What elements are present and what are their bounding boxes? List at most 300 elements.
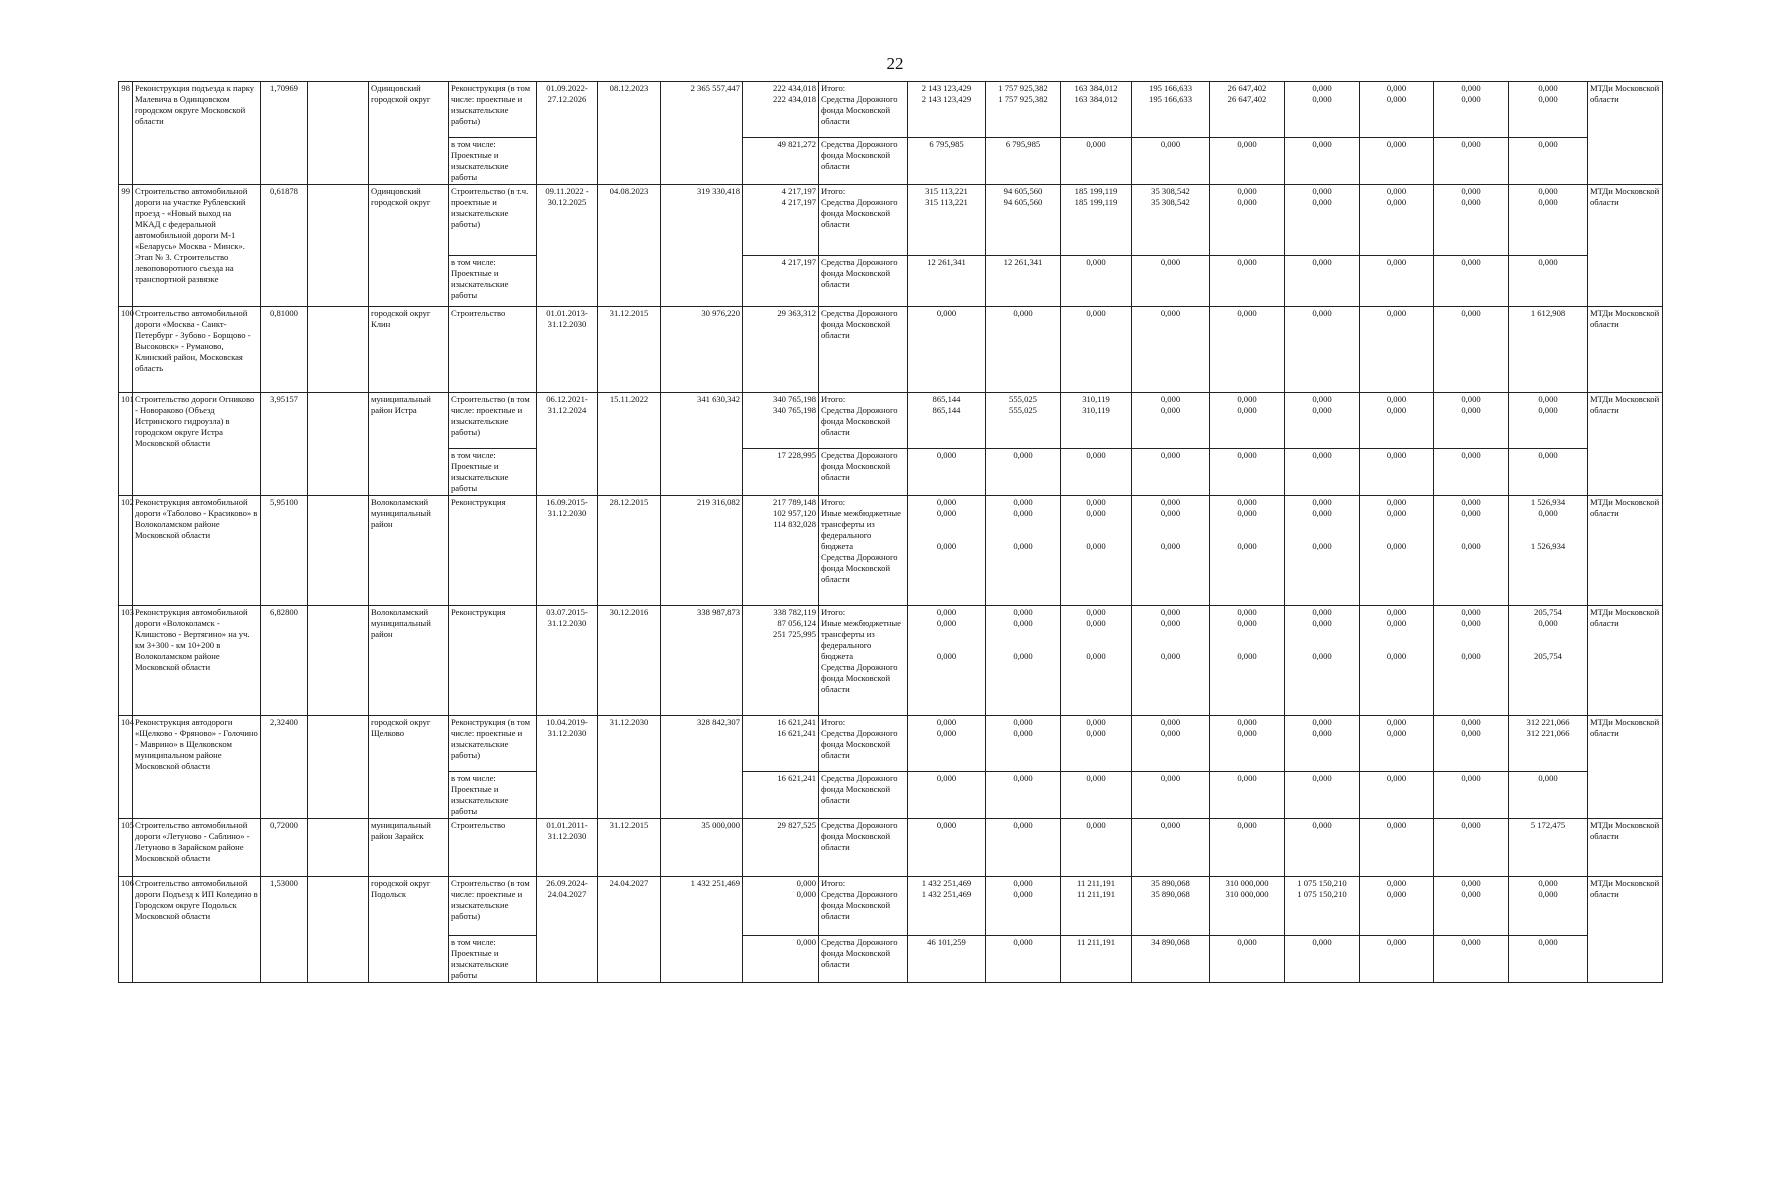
financed-value: 16 621,241: [777, 728, 816, 738]
financed-value: 16 621,241: [777, 717, 816, 727]
year-value-cell: [1210, 393, 1285, 449]
year-value: 35 308,542: [1151, 186, 1190, 196]
year-value: 865,144: [932, 394, 961, 404]
funding-source-label: Иные межбюджетные трансферты из федерального бюджета: [821, 508, 901, 551]
year-value-cell: [1132, 256, 1210, 307]
year-value: 0,000: [1013, 889, 1033, 899]
year-value: 0,000: [1312, 508, 1332, 518]
year-value: 0,000: [1312, 728, 1332, 738]
financed-value: 338 782,119: [773, 607, 816, 617]
year-value: 0,000: [1237, 450, 1257, 460]
row-number: 98: [119, 82, 133, 185]
funding-source-label: Средства Дорожного фонда Московской области: [821, 728, 898, 760]
year-value: 0,000: [1086, 139, 1106, 149]
year-value: 0,000: [1312, 651, 1332, 661]
year-value: 1 432 251,469: [921, 878, 972, 888]
year-value: 0,000: [1160, 257, 1181, 267]
year-value: 0,000: [1013, 497, 1033, 507]
funding-source-label: Средства Дорожного фонда Московской области: [821, 820, 898, 852]
year-value: 315 113,221: [925, 186, 968, 196]
financed-value: 87 056,124: [777, 618, 816, 628]
year-value-cell: [986, 877, 1061, 936]
road-length: 5,95100: [261, 496, 308, 606]
year-value: 0,000: [1013, 450, 1033, 460]
spacer: [1436, 519, 1506, 530]
funding-source: [819, 449, 908, 496]
year-value: 0,000: [1386, 308, 1407, 318]
year-value-cell: [908, 606, 986, 716]
year-value-cell: [1210, 772, 1285, 819]
year-value: 0,000: [1461, 83, 1481, 93]
municipality: городской округ Клин: [369, 307, 449, 393]
year-value: 6 795,985: [929, 139, 964, 149]
total-cost: 30 976,220: [661, 307, 743, 393]
object-name: Строительство автомобильной дороги Подъезд к ИП Коледино в Городском округе Подольск Московской области: [133, 877, 261, 983]
work-type: в том числе: Проектные и изыскательские работы: [449, 138, 537, 185]
financed-value: 17 228,995: [777, 450, 816, 460]
year-value: 0,000: [936, 717, 957, 727]
total-cost: 1 432 251,469: [661, 877, 743, 983]
year-value-cell: [1434, 936, 1509, 983]
year-value: 0,000: [1237, 197, 1257, 207]
year-value: 35 308,542: [1151, 197, 1190, 207]
row-number: 106: [119, 877, 133, 983]
object-name: Реконструкция автодороги «Щелково - Фряново» - Голочино - Маврино» в Щелковском муниципальном районе Московской области: [133, 716, 261, 819]
spacer: [910, 519, 983, 530]
row-number: 100: [119, 307, 133, 393]
funding-source: [819, 936, 908, 983]
table-row: [119, 307, 1663, 393]
year-value: 0,000: [1386, 257, 1407, 267]
year-value-cell: [1061, 819, 1132, 877]
year-value: 0,000: [1386, 94, 1407, 104]
year-value-cell: [908, 716, 986, 772]
year-value-cell: [986, 138, 1061, 185]
year-value-cell: [1509, 449, 1588, 496]
year-value-cell: [1061, 82, 1132, 138]
year-value: 0,000: [1386, 773, 1407, 783]
year-value-cell: [1509, 772, 1588, 819]
work-type: Реконструкция: [449, 496, 537, 606]
year-value-cell: [1061, 256, 1132, 307]
year-value-cell: [908, 138, 986, 185]
year-value: 0,000: [936, 618, 957, 628]
object-name: Реконструкция автомобильной дороги «Таболово - Красиково» в Волоколамском районе Московской области: [133, 496, 261, 606]
year-value: 0,000: [1386, 618, 1407, 628]
financed-value: 0,000: [796, 878, 816, 888]
year-value: 0,000: [1237, 508, 1257, 518]
funding-source-label: Средства Дорожного фонда Московской области: [821, 94, 898, 126]
funding-source-label: Средства Дорожного фонда Московской области: [821, 662, 898, 694]
year-value-cell: [986, 82, 1061, 138]
year-value: 0,000: [1312, 405, 1332, 415]
year-value-cell: [1061, 185, 1132, 256]
year-value: 0,000: [1312, 773, 1332, 783]
year-value: 0,000: [1237, 651, 1257, 661]
year-value: 0,000: [1312, 308, 1332, 318]
work-dates: 01.01.2011-31.12.2030: [537, 819, 598, 877]
completion-date: 31.12.2015: [598, 307, 661, 393]
year-value: 0,000: [1237, 394, 1257, 404]
spacer: [1063, 629, 1129, 640]
year-value-cell: [1434, 772, 1509, 819]
spacer: [1212, 629, 1282, 640]
year-value: 0,000: [1386, 197, 1407, 207]
year-value: 2 143 123,429: [921, 94, 972, 104]
year-value-cell: [1285, 185, 1360, 256]
financed-value: 0,000: [796, 937, 816, 947]
municipality: городской округ Щелково: [369, 716, 449, 819]
year-value: 0,000: [1237, 607, 1257, 617]
year-value: 0,000: [1312, 94, 1332, 104]
work-type: Строительство: [449, 819, 537, 877]
year-value: 0,000: [1538, 197, 1558, 207]
year-value: 0,000: [1086, 607, 1106, 617]
municipality: городской округ Подольск: [369, 877, 449, 983]
year-value: 0,000: [1461, 728, 1481, 738]
year-value: 0,000: [1086, 717, 1106, 727]
year-value-cell: [1132, 185, 1210, 256]
year-value-cell: [908, 393, 986, 449]
extra-cell: [308, 877, 369, 983]
spacer: [910, 530, 983, 541]
year-value-cell: [1061, 307, 1132, 393]
year-value: 0,000: [1538, 508, 1558, 518]
year-value: 0,000: [1461, 508, 1481, 518]
year-value: 0,000: [1086, 773, 1106, 783]
year-value: 310 000,000: [1225, 889, 1269, 899]
year-value: 0,000: [936, 651, 957, 661]
year-value: 0,000: [1013, 308, 1033, 318]
year-value: 1 432 251,469: [921, 889, 972, 899]
municipality: муниципальный район Истра: [369, 393, 449, 496]
completion-date: 30.12.2016: [598, 606, 661, 716]
total-cost: 319 330,418: [661, 185, 743, 307]
spacer: [988, 519, 1058, 530]
year-value: 2 143 123,429: [921, 83, 972, 93]
spacer: [1511, 629, 1585, 640]
financed-amount: [743, 772, 819, 819]
year-value: 12 261,341: [927, 257, 966, 267]
year-value: 0,000: [1386, 651, 1407, 661]
spacer: [1362, 640, 1431, 651]
funding-source-label: Итого:: [821, 717, 846, 727]
spacer: [1287, 530, 1357, 541]
year-value: 0,000: [1461, 773, 1481, 783]
funding-source-label: Итого:: [821, 497, 846, 507]
year-value-cell: [1360, 819, 1434, 877]
year-value-cell: [986, 606, 1061, 716]
year-value: 315 113,221: [925, 197, 968, 207]
year-value-cell: [986, 307, 1061, 393]
year-value-cell: [1061, 138, 1132, 185]
funding-source-label: Средства Дорожного фонда Московской области: [821, 257, 898, 289]
row-number: 102: [119, 496, 133, 606]
funding-source: [819, 256, 908, 307]
year-value: 0,000: [1312, 497, 1332, 507]
year-value-cell: [1434, 877, 1509, 936]
municipality: муниципальный район Зарайск: [369, 819, 449, 877]
year-value: 0,000: [1086, 497, 1106, 507]
year-value: 0,000: [1237, 257, 1257, 267]
funding-source-label: Иные межбюджетные трансферты из федерального бюджета: [821, 618, 901, 661]
year-value: 1 612,908: [1530, 308, 1566, 318]
spacer: [1134, 530, 1207, 541]
road-length: 1,70969: [261, 82, 308, 185]
financed-value: 251 725,995: [773, 629, 816, 639]
year-value: 0,000: [1160, 651, 1181, 661]
year-value-cell: [908, 877, 986, 936]
year-value-cell: [1360, 877, 1434, 936]
year-value-cell: [1360, 936, 1434, 983]
row-number: 104: [119, 716, 133, 819]
year-value: 0,000: [936, 728, 957, 738]
spacer: [1212, 640, 1282, 651]
spacer: [910, 629, 983, 640]
responsible-agency: МТДи Московской области: [1588, 819, 1663, 877]
responsible-agency: МТДи Московской области: [1588, 877, 1663, 983]
year-value-cell: [1132, 307, 1210, 393]
work-type: в том числе: Проектные и изыскательские работы: [449, 936, 537, 983]
completion-date: 24.04.2027: [598, 877, 661, 983]
year-value-cell: [986, 772, 1061, 819]
financed-amount: [743, 256, 819, 307]
year-value: 310,119: [1082, 405, 1110, 415]
year-value: 0,000: [1461, 308, 1481, 318]
responsible-agency: МТДи Московской области: [1588, 716, 1663, 819]
year-value-cell: [1434, 185, 1509, 256]
year-value: 0,000: [1237, 773, 1257, 783]
funding-source: [819, 772, 908, 819]
table-row: [119, 877, 1663, 936]
year-value-cell: [1434, 819, 1509, 877]
financed-amount: [743, 185, 819, 256]
year-value: 0,000: [1386, 186, 1407, 196]
year-value-cell: [1434, 716, 1509, 772]
work-type: Реконструкция (в том числе: проектные и изыскательские работы): [449, 82, 537, 138]
year-value: 0,000: [1386, 889, 1407, 899]
year-value: 1 526,934: [1530, 497, 1566, 507]
year-value: 0,000: [1237, 937, 1257, 947]
year-value-cell: [1132, 138, 1210, 185]
year-value: 0,000: [1160, 618, 1181, 628]
year-value: 0,000: [936, 820, 957, 830]
year-value: 0,000: [1461, 257, 1481, 267]
year-value-cell: [1210, 138, 1285, 185]
year-value: 0,000: [1160, 820, 1181, 830]
year-value: 0,000: [1386, 541, 1407, 551]
financed-amount: [743, 606, 819, 716]
year-value-cell: [1061, 716, 1132, 772]
work-type: в том числе: Проектные и изыскательские работы: [449, 772, 537, 819]
year-value: 0,000: [1386, 394, 1407, 404]
year-value: 185 199,119: [1074, 197, 1118, 207]
year-value: 0,000: [1086, 257, 1106, 267]
object-name: Строительство дороги Огниково - Новораково (Объезд Истринского гидроузла) в городском округе Истра Московской области: [133, 393, 261, 496]
year-value-cell: [1061, 393, 1132, 449]
year-value: 312 221,066: [1526, 717, 1570, 727]
funding-source-label: Средства Дорожного фонда Московской области: [821, 405, 898, 437]
year-value: 0,000: [1013, 728, 1033, 738]
financed-amount: [743, 307, 819, 393]
year-value: 0,000: [936, 607, 957, 617]
table-row: [119, 819, 1663, 877]
year-value: 0,000: [1312, 186, 1332, 196]
year-value-cell: [1509, 819, 1588, 877]
year-value: 0,000: [1538, 186, 1558, 196]
funding-source: [819, 819, 908, 877]
year-value: 0,000: [1312, 83, 1332, 93]
year-value: 0,000: [1461, 197, 1481, 207]
year-value: 0,000: [1461, 541, 1481, 551]
year-value: 195 166,633: [1149, 83, 1192, 93]
year-value-cell: [1285, 772, 1360, 819]
spacer: [1287, 519, 1357, 530]
year-value: 0,000: [1013, 773, 1033, 783]
year-value-cell: [908, 185, 986, 256]
year-value: 12 261,341: [1003, 257, 1043, 267]
year-value: 0,000: [1386, 717, 1407, 727]
year-value: 205,754: [1534, 651, 1562, 661]
year-value: 0,000: [1160, 607, 1181, 617]
page-number: 22: [886, 54, 904, 73]
spacer: [1287, 640, 1357, 651]
financed-amount: [743, 716, 819, 772]
year-value: 0,000: [1312, 820, 1332, 830]
year-value: 0,000: [1160, 508, 1181, 518]
completion-date: 15.11.2022: [598, 393, 661, 496]
year-value: 1 075 150,210: [1297, 878, 1347, 888]
extra-cell: [308, 185, 369, 307]
year-value-cell: [908, 82, 986, 138]
spacer: [1511, 519, 1585, 530]
year-value: 312 221,066: [1526, 728, 1570, 738]
year-value: 1 526,934: [1530, 541, 1566, 551]
road-length: 0,81000: [261, 307, 308, 393]
extra-cell: [308, 82, 369, 185]
year-value: 0,000: [1160, 394, 1181, 404]
year-value-cell: [1360, 256, 1434, 307]
year-value: 0,000: [1461, 937, 1481, 947]
total-cost: 341 630,342: [661, 393, 743, 496]
funding-source-label: Итого:: [821, 83, 846, 93]
year-value: 0,000: [1237, 618, 1257, 628]
financed-value: 29 363,312: [777, 308, 816, 318]
table-row: [119, 185, 1663, 256]
year-value-cell: [1509, 936, 1588, 983]
completion-date: 31.12.2030: [598, 716, 661, 819]
row-number: 105: [119, 819, 133, 877]
year-value-cell: [1210, 936, 1285, 983]
year-value: 0,000: [936, 308, 957, 318]
table-row: [119, 606, 1663, 716]
spacer: [988, 640, 1058, 651]
year-value-cell: [908, 819, 986, 877]
funding-source-label: Средства Дорожного фонда Московской области: [821, 139, 898, 171]
year-value: 0,000: [1160, 308, 1181, 318]
year-value: 0,000: [1538, 83, 1558, 93]
municipality: Волоколамский муниципальный район: [369, 496, 449, 606]
year-value: 0,000: [1312, 541, 1332, 551]
year-value: 0,000: [1386, 405, 1407, 415]
year-value-cell: [1132, 496, 1210, 606]
road-length: 0,61878: [261, 185, 308, 307]
year-value-cell: [1061, 772, 1132, 819]
year-value-cell: [1132, 877, 1210, 936]
year-value: 94 605,560: [1003, 186, 1043, 196]
year-value: 0,000: [1538, 405, 1558, 415]
financed-value: 16 621,241: [777, 773, 816, 783]
spacer: [1134, 640, 1207, 651]
year-value: 0,000: [1013, 651, 1033, 661]
year-value: 35 890,068: [1151, 878, 1190, 888]
year-value: 0,000: [1538, 139, 1558, 149]
responsible-agency: МТДи Московской области: [1588, 393, 1663, 496]
spacer: [1063, 530, 1129, 541]
year-value: 0,000: [1013, 878, 1033, 888]
work-dates: 16.09.2015-31.12.2030: [537, 496, 598, 606]
year-value-cell: [1285, 936, 1360, 983]
year-value-cell: [1061, 877, 1132, 936]
year-value-cell: [1509, 307, 1588, 393]
financed-value: 29 827,525: [777, 820, 816, 830]
spacer: [1511, 640, 1585, 651]
year-value: 555,025: [1009, 394, 1037, 404]
year-value-cell: [986, 449, 1061, 496]
year-value: 0,000: [1386, 139, 1407, 149]
year-value-cell: [1509, 496, 1588, 606]
year-value: 0,000: [1237, 405, 1257, 415]
year-value-cell: [1132, 716, 1210, 772]
year-value: 195 166,633: [1149, 94, 1192, 104]
financed-amount: [743, 819, 819, 877]
year-value: 0,000: [1237, 820, 1257, 830]
completion-date: 28.12.2015: [598, 496, 661, 606]
table-row: [119, 82, 1663, 138]
road-length: 1,53000: [261, 877, 308, 983]
spacer: [1362, 530, 1431, 541]
year-value-cell: [1210, 819, 1285, 877]
year-value-cell: [1360, 185, 1434, 256]
year-value: 0,000: [1461, 651, 1481, 661]
year-value: 185 199,119: [1074, 186, 1118, 196]
year-value: 35 890,068: [1151, 889, 1190, 899]
year-value-cell: [1360, 138, 1434, 185]
road-length: 2,32400: [261, 716, 308, 819]
year-value-cell: [1434, 449, 1509, 496]
year-value: 6 795,985: [1005, 139, 1041, 149]
completion-date: 08.12.2023: [598, 82, 661, 185]
object-name: Реконструкция подъезда к парку Малевича в Одинцовском городском округе Московской области: [133, 82, 261, 185]
responsible-agency: МТДи Московской области: [1588, 606, 1663, 716]
year-value-cell: [986, 936, 1061, 983]
year-value: 0,000: [1538, 450, 1558, 460]
year-value: 0,000: [1538, 618, 1558, 628]
year-value: 0,000: [936, 508, 957, 518]
table-body: [119, 82, 1663, 983]
year-value: 0,000: [1312, 257, 1332, 267]
funding-source-label: Итого:: [821, 186, 846, 196]
funding-source-label: Итого:: [821, 394, 846, 404]
year-value: 0,000: [1386, 820, 1407, 830]
year-value: 26 647,402: [1227, 94, 1267, 104]
work-type: в том числе: Проектные и изыскательские работы: [449, 449, 537, 496]
year-value-cell: [1285, 877, 1360, 936]
year-value: 0,000: [1013, 820, 1033, 830]
year-value: 0,000: [1013, 607, 1033, 617]
year-value-cell: [1360, 393, 1434, 449]
year-value: 0,000: [1538, 937, 1558, 947]
